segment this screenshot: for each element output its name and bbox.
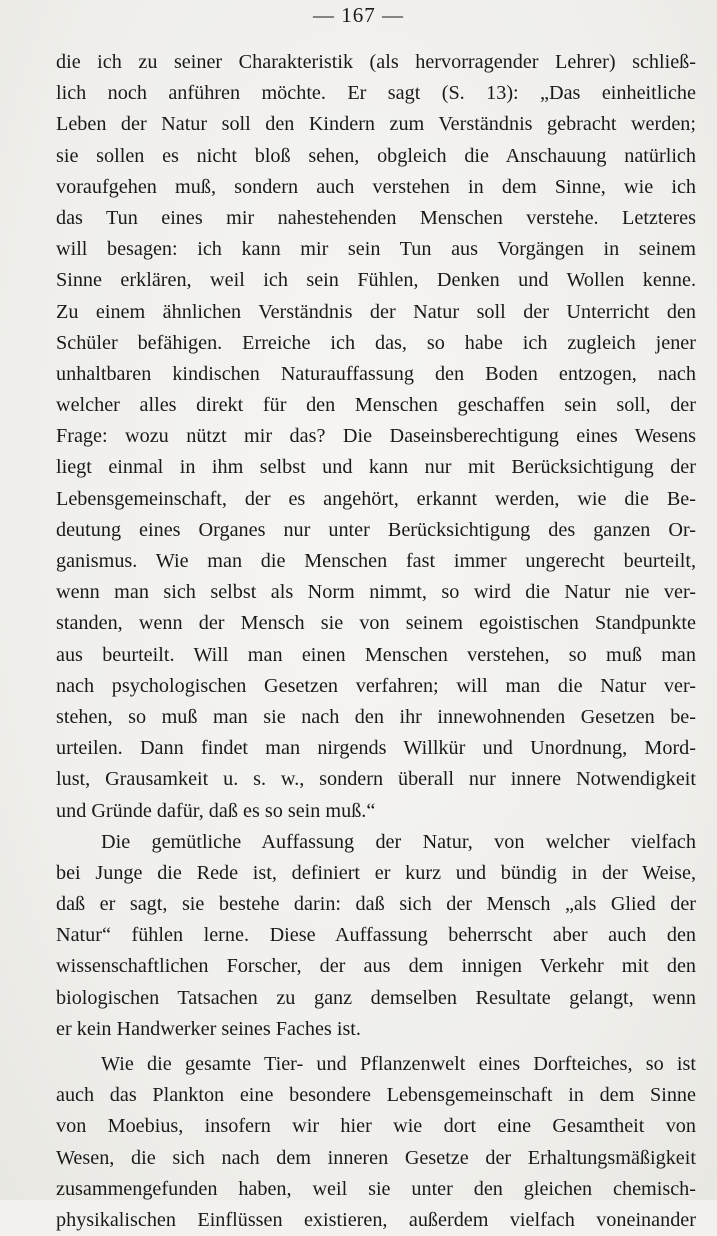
text-line: standen, wenn der Mensch sie von seinem egoistischen Standpunkte bbox=[56, 612, 696, 635]
body-text bbox=[56, 47, 696, 1236]
text-line: er kein Handwerker seines Faches ist. bbox=[56, 1017, 361, 1040]
text-line: stehen, so muß man sie nach den ihr innewohnenden Gesetzen be- bbox=[56, 705, 696, 728]
text-line: lich noch anführen möchte. Er sagt (S. 13): „Das einheitliche bbox=[56, 82, 696, 105]
text-line: aus beurteilt. Will man einen Menschen verstehen, so muß man bbox=[56, 643, 696, 666]
text-line: physikalischen Einflüssen existieren, außerdem vielfach voneinander bbox=[56, 1208, 696, 1231]
paragraph-gemuetliche-auffassung bbox=[56, 827, 696, 1045]
paragraph-plankton bbox=[56, 1049, 696, 1236]
text-line: unhaltbaren kindischen Naturauffassung den Boden entzogen, nach bbox=[56, 362, 696, 385]
text-line: nach psychologischen Gesetzen verfahren; will man die Natur ver- bbox=[56, 674, 696, 697]
text-line: Schüler befähigen. Erreiche ich das, so habe ich zugleich jener bbox=[56, 331, 696, 354]
text-line: will besagen: ich kann mir sein Tun aus Vorgängen in seinem bbox=[56, 238, 696, 261]
text-line: Zu einem ähnlichen Verständnis der Natur soll der Unterricht den bbox=[56, 300, 696, 323]
page-number: — 167 — bbox=[313, 3, 404, 27]
text-line: wissenschaftlichen Forscher, der aus dem innigen Verkehr mit den bbox=[56, 955, 696, 978]
paragraph-quote-continuation bbox=[56, 47, 696, 827]
text-line: urteilen. Dann findet man nirgends Willkür und Unordnung, Mord- bbox=[56, 737, 696, 760]
text-line: das Tun eines mir nahestehenden Menschen verstehe. Letzteres bbox=[56, 206, 696, 229]
text-line: bei Junge die Rede ist, definiert er kurz und bündig in der Weise, bbox=[56, 861, 696, 884]
text-line: daß er sagt, sie bestehe darin: daß sich der Mensch „als Glied der bbox=[56, 893, 696, 916]
text-line: Leben der Natur soll den Kindern zum Verständnis gebracht werden; bbox=[56, 113, 696, 136]
text-line: deutung eines Organes nur unter Berücksichtigung des ganzen Or- bbox=[56, 518, 696, 541]
text-line: welcher alles direkt für den Menschen geschaffen sein soll, der bbox=[56, 394, 696, 417]
text-line: Frage: wozu nützt mir das? Die Daseinsberechtigung eines Wesens bbox=[56, 425, 696, 448]
text-line: liegt einmal in ihm selbst und kann nur mit Berücksichtigung der bbox=[56, 456, 696, 479]
text-line: Wie die gesamte Tier- und Pflanzenwelt eines Dorfteiches, so ist bbox=[101, 1053, 696, 1075]
text-line: lust, Grausamkeit u. s. w., sondern überall nur innere Notwendigkeit bbox=[56, 768, 696, 791]
text-line: Die gemütliche Auffassung der Natur, von welcher vielfach bbox=[101, 830, 696, 853]
text-line: die ich zu seiner Charakteristik (als hervorragender Lehrer) schließ- bbox=[56, 51, 696, 73]
text-line: sie sollen es nicht bloß sehen, obgleich die Anschauung natürlich bbox=[56, 144, 696, 167]
text-line: biologischen Tatsachen zu ganz demselben Resultate gelangt, wenn bbox=[56, 986, 696, 1009]
text-line: Wesen, die sich nach dem inneren Gesetze der Erhaltungsmäßigkeit bbox=[56, 1146, 696, 1169]
text-line: Lebensgemeinschaft, der es angehört, erkannt werden, wie die Be- bbox=[56, 487, 696, 510]
text-line: zusammengefunden haben, weil sie unter den gleichen chemisch- bbox=[56, 1177, 696, 1200]
text-line: wenn man sich selbst als Norm nimmt, so wird die Natur nie ver- bbox=[56, 581, 696, 604]
text-line: auch das Plankton eine besondere Lebensgemeinschaft in dem Sinne bbox=[56, 1084, 696, 1107]
text-line: Natur“ fühlen lerne. Diese Auffassung beherrscht aber auch den bbox=[56, 924, 696, 947]
text-line: von Moebius, insofern wir hier wie dort eine Gesamtheit von bbox=[56, 1115, 696, 1138]
text-line: und Gründe dafür, daß es so sein muß.“ bbox=[56, 799, 376, 822]
text-line: voraufgehen muß, sondern auch verstehen in dem Sinne, wie ich bbox=[56, 175, 696, 198]
text-line: Sinne erklären, weil ich sein Fühlen, Denken und Wollen kenne. bbox=[56, 269, 696, 292]
text-line: ganismus. Wie man die Menschen fast immer ungerecht beurteilt, bbox=[56, 550, 696, 572]
